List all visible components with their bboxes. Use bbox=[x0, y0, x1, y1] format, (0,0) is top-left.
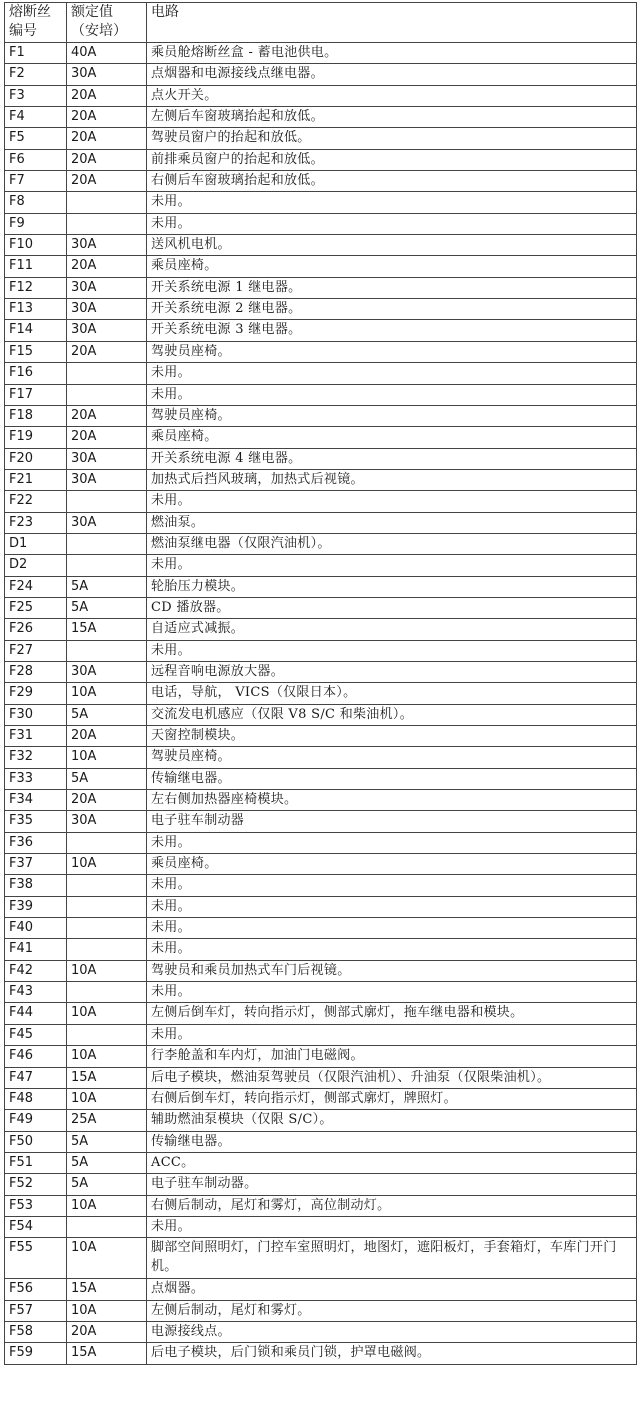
table-row bbox=[5, 982, 637, 1003]
fuse-number-cell: F10 bbox=[5, 235, 67, 256]
circuit-cell: 未用。 bbox=[147, 1216, 637, 1237]
table-row bbox=[5, 597, 637, 618]
fuse-number-cell: F53 bbox=[5, 1195, 67, 1216]
fuse-number-cell: F3 bbox=[5, 85, 67, 106]
fuse-number-cell: F51 bbox=[5, 1152, 67, 1173]
fuse-number-cell: F43 bbox=[5, 982, 67, 1003]
rating-cell: 30A bbox=[67, 811, 147, 832]
table-row bbox=[5, 107, 637, 128]
fuse-number-cell: F34 bbox=[5, 790, 67, 811]
rating-cell: 10A bbox=[67, 1195, 147, 1216]
table-row bbox=[5, 533, 637, 554]
fuse-number-cell: F16 bbox=[5, 363, 67, 384]
circuit-cell: 开关系统电源 4 继电器。 bbox=[147, 448, 637, 469]
rating-cell: 10A bbox=[67, 747, 147, 768]
fuse-number-cell: F46 bbox=[5, 1046, 67, 1067]
rating-cell bbox=[67, 1024, 147, 1045]
table-row bbox=[5, 448, 637, 469]
fuse-number-cell: F17 bbox=[5, 384, 67, 405]
rating-cell: 20A bbox=[67, 790, 147, 811]
fuse-table-body bbox=[5, 43, 637, 1365]
rating-cell: 40A bbox=[67, 43, 147, 64]
table-row bbox=[5, 875, 637, 896]
circuit-cell: 点烟器和电源接线点继电器。 bbox=[147, 64, 637, 85]
fuse-number-cell: F30 bbox=[5, 704, 67, 725]
table-row bbox=[5, 661, 637, 682]
rating-cell: 25A bbox=[67, 1110, 147, 1131]
circuit-cell: 未用。 bbox=[147, 213, 637, 234]
table-row bbox=[5, 1003, 637, 1024]
fuse-number-cell: F44 bbox=[5, 1003, 67, 1024]
rating-cell: 5A bbox=[67, 1152, 147, 1173]
circuit-cell: 乘员舱熔断丝盒 - 蓄电池供电。 bbox=[147, 43, 637, 64]
rating-cell: 20A bbox=[67, 256, 147, 277]
fuse-number-cell: F9 bbox=[5, 213, 67, 234]
circuit-cell: 左右侧加热器座椅模块。 bbox=[147, 790, 637, 811]
header-rating: 额定值 （安培） bbox=[67, 3, 147, 43]
circuit-cell: 自适应式减振。 bbox=[147, 619, 637, 640]
rating-cell: 30A bbox=[67, 448, 147, 469]
rating-cell: 15A bbox=[67, 1343, 147, 1364]
fuse-number-cell: F6 bbox=[5, 149, 67, 170]
circuit-cell: 驾驶员座椅。 bbox=[147, 405, 637, 426]
rating-cell: 5A bbox=[67, 597, 147, 618]
rating-cell: 30A bbox=[67, 299, 147, 320]
rating-cell bbox=[67, 555, 147, 576]
circuit-cell: 未用。 bbox=[147, 363, 637, 384]
circuit-cell: 点烟器。 bbox=[147, 1279, 637, 1300]
rating-cell: 30A bbox=[67, 661, 147, 682]
table-row bbox=[5, 213, 637, 234]
table-row bbox=[5, 960, 637, 981]
rating-cell bbox=[67, 491, 147, 512]
fuse-number-cell: F23 bbox=[5, 512, 67, 533]
circuit-cell: 未用。 bbox=[147, 918, 637, 939]
rating-cell bbox=[67, 1216, 147, 1237]
header-circuit: 电路 bbox=[147, 3, 637, 43]
circuit-cell: 未用。 bbox=[147, 939, 637, 960]
fuse-number-cell: F4 bbox=[5, 107, 67, 128]
rating-cell: 15A bbox=[67, 1279, 147, 1300]
rating-cell: 20A bbox=[67, 427, 147, 448]
fuse-number-cell: F35 bbox=[5, 811, 67, 832]
rating-cell: 10A bbox=[67, 1088, 147, 1109]
circuit-cell: 电子驻车制动器。 bbox=[147, 1174, 637, 1195]
rating-cell: 5A bbox=[67, 1131, 147, 1152]
rating-cell: 10A bbox=[67, 1003, 147, 1024]
circuit-cell: 轮胎压力模块。 bbox=[147, 576, 637, 597]
table-row bbox=[5, 128, 637, 149]
fuse-number-cell: F56 bbox=[5, 1279, 67, 1300]
rating-cell bbox=[67, 533, 147, 554]
table-row bbox=[5, 491, 637, 512]
fuse-number-cell: F59 bbox=[5, 1343, 67, 1364]
circuit-cell: 驾驶员和乘员加热式车门后视镜。 bbox=[147, 960, 637, 981]
table-row bbox=[5, 405, 637, 426]
rating-cell: 10A bbox=[67, 960, 147, 981]
circuit-cell: 电源接线点。 bbox=[147, 1321, 637, 1342]
rating-cell bbox=[67, 640, 147, 661]
table-row bbox=[5, 704, 637, 725]
rating-cell: 5A bbox=[67, 1174, 147, 1195]
table-row bbox=[5, 469, 637, 490]
circuit-cell: 驾驶员窗户的抬起和放低。 bbox=[147, 128, 637, 149]
rating-cell bbox=[67, 939, 147, 960]
table-row bbox=[5, 171, 637, 192]
circuit-cell: 脚部空间照明灯，门控车室照明灯，地图灯，遮阳板灯，手套箱灯，车库门开门机。 bbox=[147, 1238, 637, 1279]
rating-cell: 15A bbox=[67, 619, 147, 640]
fuse-number-cell: F22 bbox=[5, 491, 67, 512]
circuit-cell: 开关系统电源 3 继电器。 bbox=[147, 320, 637, 341]
rating-cell: 20A bbox=[67, 1321, 147, 1342]
circuit-cell: 开关系统电源 1 继电器。 bbox=[147, 277, 637, 298]
table-row bbox=[5, 299, 637, 320]
table-row bbox=[5, 576, 637, 597]
fuse-number-cell: F49 bbox=[5, 1110, 67, 1131]
fuse-number-cell: F27 bbox=[5, 640, 67, 661]
rating-cell: 30A bbox=[67, 277, 147, 298]
rating-cell: 30A bbox=[67, 469, 147, 490]
table-row bbox=[5, 1067, 637, 1088]
circuit-cell: 交流发电机感应（仅限 V8 S/C 和柴油机）。 bbox=[147, 704, 637, 725]
rating-cell: 20A bbox=[67, 405, 147, 426]
circuit-cell: CD 播放器。 bbox=[147, 597, 637, 618]
circuit-cell: 远程音响电源放大器。 bbox=[147, 661, 637, 682]
circuit-cell: 电话，导航， VICS（仅限日本）。 bbox=[147, 683, 637, 704]
circuit-cell: 未用。 bbox=[147, 875, 637, 896]
fuse-number-cell: F15 bbox=[5, 341, 67, 362]
fuse-number-cell: F13 bbox=[5, 299, 67, 320]
table-row bbox=[5, 277, 637, 298]
table-row bbox=[5, 790, 637, 811]
table-row bbox=[5, 427, 637, 448]
table-row bbox=[5, 555, 637, 576]
table-row bbox=[5, 683, 637, 704]
circuit-cell: 乘员座椅。 bbox=[147, 427, 637, 448]
fuse-number-cell: F21 bbox=[5, 469, 67, 490]
rating-cell bbox=[67, 213, 147, 234]
table-row bbox=[5, 85, 637, 106]
circuit-cell: 未用。 bbox=[147, 491, 637, 512]
rating-cell bbox=[67, 363, 147, 384]
circuit-cell: 驾驶员座椅。 bbox=[147, 341, 637, 362]
table-row bbox=[5, 939, 637, 960]
fuse-number-cell: F18 bbox=[5, 405, 67, 426]
fuse-number-cell: F12 bbox=[5, 277, 67, 298]
rating-cell: 15A bbox=[67, 1067, 147, 1088]
rating-cell bbox=[67, 896, 147, 917]
circuit-cell: 燃油泵。 bbox=[147, 512, 637, 533]
rating-cell: 20A bbox=[67, 341, 147, 362]
header-fuse-number: 熔断丝 编号 bbox=[5, 3, 67, 43]
fuse-number-cell: F20 bbox=[5, 448, 67, 469]
rating-cell: 30A bbox=[67, 64, 147, 85]
rating-cell: 20A bbox=[67, 171, 147, 192]
table-row bbox=[5, 1343, 637, 1364]
circuit-cell: 电子驻车制动器 bbox=[147, 811, 637, 832]
circuit-cell: 未用。 bbox=[147, 192, 637, 213]
fuse-number-cell: F47 bbox=[5, 1067, 67, 1088]
fuse-number-cell: F31 bbox=[5, 726, 67, 747]
fuse-number-cell: F8 bbox=[5, 192, 67, 213]
table-row bbox=[5, 363, 637, 384]
table-row bbox=[5, 640, 637, 661]
table-row bbox=[5, 512, 637, 533]
fuse-number-cell: F41 bbox=[5, 939, 67, 960]
rating-cell: 20A bbox=[67, 128, 147, 149]
circuit-cell: 送风机电机。 bbox=[147, 235, 637, 256]
fuse-number-cell: F55 bbox=[5, 1238, 67, 1279]
rating-cell: 10A bbox=[67, 854, 147, 875]
table-row bbox=[5, 1131, 637, 1152]
rating-cell: 30A bbox=[67, 512, 147, 533]
rating-cell bbox=[67, 384, 147, 405]
fuse-number-cell: F11 bbox=[5, 256, 67, 277]
fuse-number-cell: F50 bbox=[5, 1131, 67, 1152]
table-row bbox=[5, 235, 637, 256]
circuit-cell: 乘员座椅。 bbox=[147, 854, 637, 875]
circuit-cell: 未用。 bbox=[147, 640, 637, 661]
table-row bbox=[5, 832, 637, 853]
circuit-cell: 左侧后制动，尾灯和雾灯。 bbox=[147, 1300, 637, 1321]
fuse-number-cell: F25 bbox=[5, 597, 67, 618]
table-row bbox=[5, 320, 637, 341]
circuit-cell: 未用。 bbox=[147, 832, 637, 853]
table-row bbox=[5, 1046, 637, 1067]
fuse-number-cell: F36 bbox=[5, 832, 67, 853]
rating-cell: 10A bbox=[67, 683, 147, 704]
table-row bbox=[5, 1110, 637, 1131]
table-row bbox=[5, 43, 637, 64]
circuit-cell: 传输继电器。 bbox=[147, 768, 637, 789]
table-row bbox=[5, 1321, 637, 1342]
circuit-cell: 未用。 bbox=[147, 896, 637, 917]
table-row bbox=[5, 1216, 637, 1237]
table-row bbox=[5, 64, 637, 85]
fuse-number-cell: F26 bbox=[5, 619, 67, 640]
rating-cell: 20A bbox=[67, 85, 147, 106]
circuit-cell: 右侧后制动，尾灯和雾灯，高位制动灯。 bbox=[147, 1195, 637, 1216]
table-row bbox=[5, 1300, 637, 1321]
circuit-cell: 燃油泵继电器（仅限汽油机）。 bbox=[147, 533, 637, 554]
table-row bbox=[5, 341, 637, 362]
fuse-number-cell: F37 bbox=[5, 854, 67, 875]
circuit-cell: 左侧后倒车灯，转向指示灯，侧部式廓灯，拖车继电器和模块。 bbox=[147, 1003, 637, 1024]
table-row bbox=[5, 918, 637, 939]
rating-cell: 30A bbox=[67, 320, 147, 341]
rating-cell bbox=[67, 982, 147, 1003]
rating-cell: 5A bbox=[67, 768, 147, 789]
circuit-cell: 辅助燃油泵模块（仅限 S/C）。 bbox=[147, 1110, 637, 1131]
fuse-number-cell: F52 bbox=[5, 1174, 67, 1195]
table-row bbox=[5, 1088, 637, 1109]
table-row bbox=[5, 1024, 637, 1045]
fuse-number-cell: F28 bbox=[5, 661, 67, 682]
fuse-number-cell: D2 bbox=[5, 555, 67, 576]
fuse-number-cell: F58 bbox=[5, 1321, 67, 1342]
fuse-number-cell: F42 bbox=[5, 960, 67, 981]
fuse-number-cell: F1 bbox=[5, 43, 67, 64]
table-row bbox=[5, 747, 637, 768]
rating-cell: 10A bbox=[67, 1300, 147, 1321]
table-row bbox=[5, 384, 637, 405]
table-row bbox=[5, 1152, 637, 1173]
circuit-cell: 右侧后倒车灯，转向指示灯，侧部式廓灯，牌照灯。 bbox=[147, 1088, 637, 1109]
fuse-number-cell: F24 bbox=[5, 576, 67, 597]
fuse-number-cell: F57 bbox=[5, 1300, 67, 1321]
circuit-cell: 天窗控制模块。 bbox=[147, 726, 637, 747]
table-row bbox=[5, 619, 637, 640]
rating-cell bbox=[67, 875, 147, 896]
fuse-number-cell: F54 bbox=[5, 1216, 67, 1237]
circuit-cell: 行李舱盖和车内灯，加油门电磁阀。 bbox=[147, 1046, 637, 1067]
fuse-number-cell: F5 bbox=[5, 128, 67, 149]
circuit-cell: 开关系统电源 2 继电器。 bbox=[147, 299, 637, 320]
rating-cell: 30A bbox=[67, 235, 147, 256]
circuit-cell: 未用。 bbox=[147, 555, 637, 576]
fuse-number-cell: F14 bbox=[5, 320, 67, 341]
table-row bbox=[5, 768, 637, 789]
fuse-number-cell: F40 bbox=[5, 918, 67, 939]
circuit-cell: 右侧后车窗玻璃抬起和放低。 bbox=[147, 171, 637, 192]
fuse-table bbox=[4, 2, 637, 1365]
circuit-cell: 左侧后车窗玻璃抬起和放低。 bbox=[147, 107, 637, 128]
table-row bbox=[5, 149, 637, 170]
fuse-number-cell: F29 bbox=[5, 683, 67, 704]
rating-cell: 5A bbox=[67, 704, 147, 725]
fuse-number-cell: F39 bbox=[5, 896, 67, 917]
circuit-cell: 加热式后挡风玻璃，加热式后视镜。 bbox=[147, 469, 637, 490]
fuse-number-cell: F48 bbox=[5, 1088, 67, 1109]
circuit-cell: 后电子模块，燃油泵驾驶员（仅限汽油机）、升油泵（仅限柴油机）。 bbox=[147, 1067, 637, 1088]
rating-cell: 5A bbox=[67, 576, 147, 597]
circuit-cell: 乘员座椅。 bbox=[147, 256, 637, 277]
fuse-number-cell: F7 bbox=[5, 171, 67, 192]
table-row bbox=[5, 811, 637, 832]
fuse-number-cell: F32 bbox=[5, 747, 67, 768]
circuit-cell: 驾驶员座椅。 bbox=[147, 747, 637, 768]
rating-cell bbox=[67, 918, 147, 939]
circuit-cell: 后电子模块，后门锁和乘员门锁，护罩电磁阀。 bbox=[147, 1343, 637, 1364]
circuit-cell: 未用。 bbox=[147, 982, 637, 1003]
header-row bbox=[5, 3, 637, 43]
circuit-cell: 点火开关。 bbox=[147, 85, 637, 106]
fuse-number-cell: D1 bbox=[5, 533, 67, 554]
table-row bbox=[5, 726, 637, 747]
circuit-cell: 未用。 bbox=[147, 1024, 637, 1045]
table-row bbox=[5, 854, 637, 875]
rating-cell: 10A bbox=[67, 1046, 147, 1067]
fuse-number-cell: F19 bbox=[5, 427, 67, 448]
rating-cell: 20A bbox=[67, 149, 147, 170]
rating-cell: 20A bbox=[67, 726, 147, 747]
circuit-cell: ACC。 bbox=[147, 1152, 637, 1173]
fuse-number-cell: F45 bbox=[5, 1024, 67, 1045]
fuse-number-cell: F33 bbox=[5, 768, 67, 789]
fuse-number-cell: F2 bbox=[5, 64, 67, 85]
fuse-number-cell: F38 bbox=[5, 875, 67, 896]
table-row bbox=[5, 1174, 637, 1195]
rating-cell: 10A bbox=[67, 1238, 147, 1279]
circuit-cell: 前排乘员窗户的抬起和放低。 bbox=[147, 149, 637, 170]
table-row bbox=[5, 192, 637, 213]
rating-cell: 20A bbox=[67, 107, 147, 128]
table-row bbox=[5, 1238, 637, 1279]
rating-cell bbox=[67, 832, 147, 853]
table-row bbox=[5, 1279, 637, 1300]
circuit-cell: 未用。 bbox=[147, 384, 637, 405]
table-row bbox=[5, 1195, 637, 1216]
rating-cell bbox=[67, 192, 147, 213]
table-row bbox=[5, 256, 637, 277]
circuit-cell: 传输继电器。 bbox=[147, 1131, 637, 1152]
table-row bbox=[5, 896, 637, 917]
